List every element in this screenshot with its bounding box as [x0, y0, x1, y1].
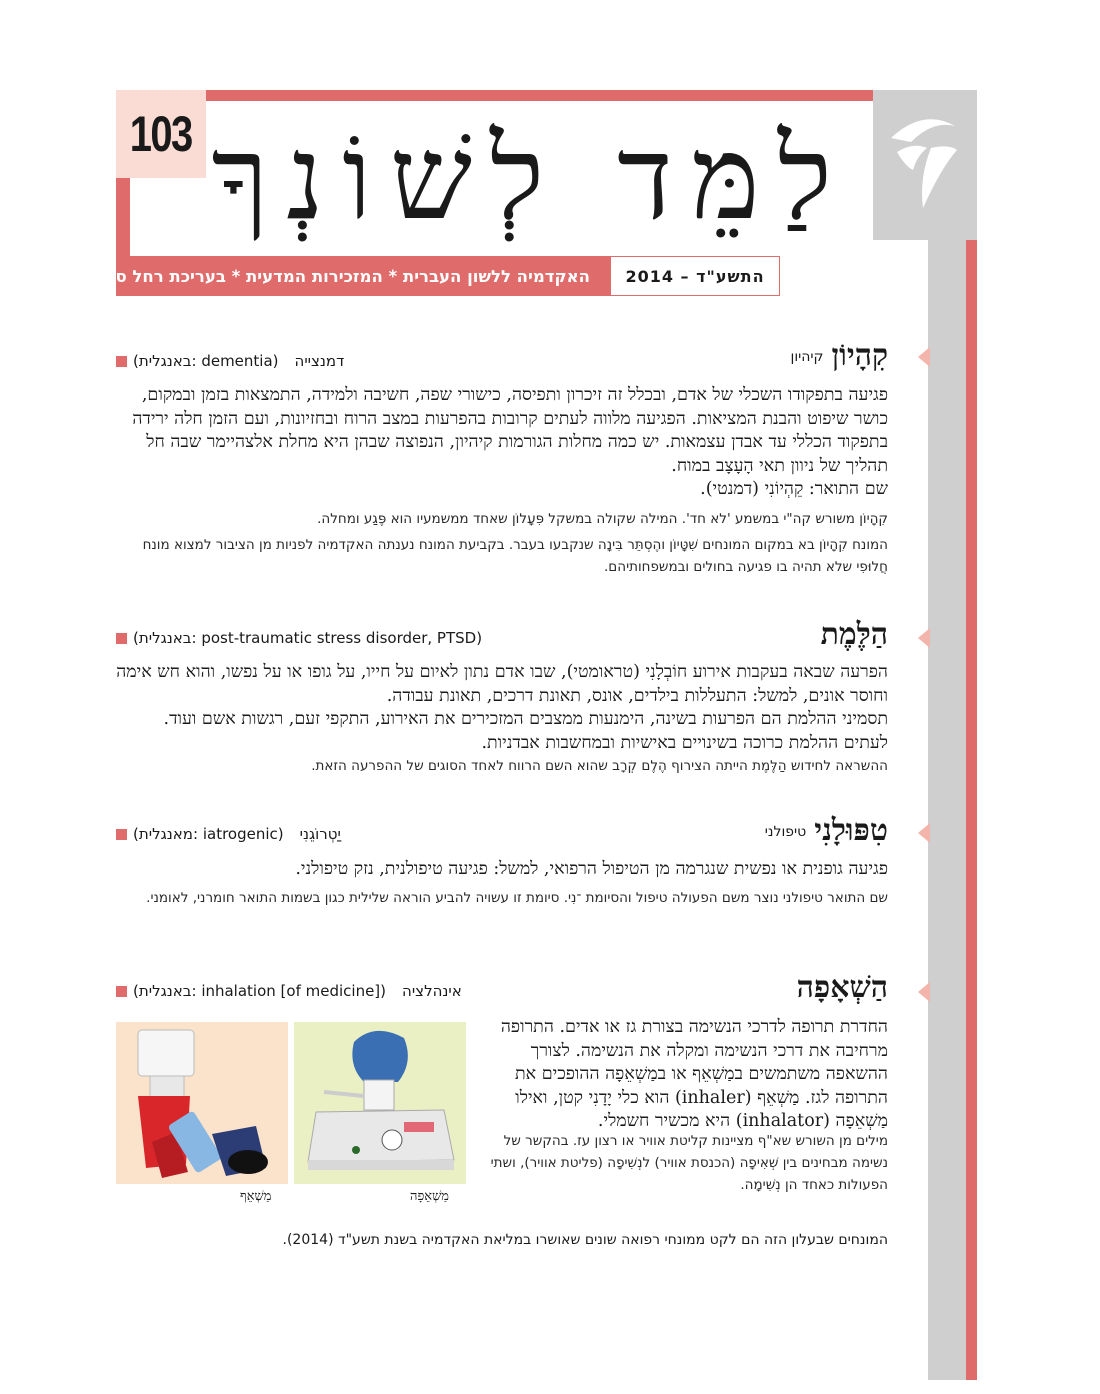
side-gray-bar: [928, 90, 966, 1380]
header-top-bar: [116, 90, 873, 101]
adjective-line: שם התואר: קֵהְיוֹנִי (דמנטי).: [700, 479, 888, 499]
headword: הַלֶּמֶת: [820, 617, 888, 652]
definition: הפרעה שבאה בעקבות אירוע חוֹבְלָנִי (טראומטי), שבו אדם נתון לאיום על חייו, על גופו או על נפשו, והוא חש אימה וחוסר אונים, למשל: התעללות בילדים, אונס, תאונת דרכים, תאונת עבודה.: [116, 662, 888, 706]
note: קִהָיוֹן משורש קה"י במשמע 'לא חד'. המילה שקולה במשקל פִּעָלוֹן שאחד ממשמעיו הוא פֶּגַע ומחלה.: [317, 511, 888, 527]
inhalator-image: [294, 1022, 466, 1184]
definition: החדרת תרופה לדרכי הנשימה בצורת גז או אדים. התרופה מרחיבה את דרכי הנשימה ומקלה את הנשימה. לצורך ההשאפה משתמשים במַשְׁאֵף או במַשְׁאֵפָה ההופכים את התרופה לגז. מַשְׁאֵף (inhaler) הוא כלי יָדָנִי קטן, ואילו מַשְׁאֵפָה (inhalator) היא מכשיר חשמלי.: [500, 1017, 888, 1131]
square-bullet: [116, 829, 127, 840]
english-term: (inhalation [of medicine] :באנגלית): [133, 982, 387, 1000]
entry-marker: [918, 347, 930, 367]
definition: פגיעה בתפקודו השכלי של אדם, ובכלל זה זיכרון ותפיסה, כישורי שפה, חשיבה ולמידה, התמצאות בזמן ובמקום, כושר שיפוט והבנת המציאות. הפגיעה מלווה לעתים קרובות בהפרעות במצב הרוח ובחזיונות, ועם הזמן חלה ירידה בתפקוד הכללי עד אבדן עצמאות. יש כמה מחלות הגורמות קיהיון, הנפוצה שבהן היא מחלת אלצהיימר שבה חל תהליך של ניוון תאי הָעָצָב במוח.: [132, 385, 888, 476]
headword: [765, 813, 888, 848]
english-equivalent: [116, 982, 462, 1000]
note: המונח קִהָיוֹן בא במקום המונחים שִׁטָּיוֹן והֶסְתֵּר בִּינָה שנקבעו בעבר. בקביעת המונח נענתה האקדמיה לפניות מן הציבור למצוא מונח חֲלוּפִי שלא תהיה בו פגיעה בחולים ובמשפחותיהם.: [142, 537, 888, 575]
transliteration: אינהלציה: [402, 982, 462, 1000]
side-red-bar: [966, 90, 977, 1380]
square-bullet: [116, 633, 127, 644]
caption-inhalator: מַשְׁאֵפָה: [410, 1189, 449, 1204]
english-equivalent: [116, 352, 344, 370]
year-label: התשע"ד – 2014: [610, 256, 780, 296]
note: ההשראה לחידוש הַלֶּמֶת הייתה הצירוף הֶלֶם קְרָב שהוא השם הרווח לאחד הסוגים של ההפרעה הזאת.: [311, 758, 888, 774]
note: שם התואר טיפולני נוצר משם הפעולה טיפול והסיומת ־נִי. סיומת זו עשויה להביע הוראה שלילית כגון בשמות התואר חומרני, לאומני.: [146, 890, 888, 906]
english-term: (post-traumatic stress disorder, PTSD :באנגלית): [133, 629, 483, 647]
entry-marker: [918, 628, 930, 648]
transliteration: יַטְרוֹגֵנִי: [299, 825, 341, 843]
headword-plain: טיפולני: [764, 824, 807, 840]
footnote: המונחים שבעלון הזה הם לקט ממונחי רפואה שונים שאושרו במליאת האקדמיה בשנת תשע"ד (2014).: [282, 1232, 888, 1248]
caption-inhaler: מַשְׁאֵף: [240, 1189, 272, 1204]
inhaler-image: [116, 1022, 288, 1184]
english-equivalent: [116, 825, 341, 843]
entry-marker: [918, 982, 930, 1002]
transliteration: דמנצייה: [294, 352, 345, 370]
academy-logo: [873, 90, 977, 240]
headword-text: טִפּוּלָנִי: [814, 813, 888, 848]
entry-marker: [918, 823, 930, 843]
masthead-title: לַמֵּד לְשׁוֹנְךָ: [211, 111, 850, 246]
headword-plain: קיהיון: [790, 349, 824, 365]
issue-number: 103: [130, 106, 192, 162]
note: מילים מן השורש שא"ף מציינות קליטת אוויר או רצון עז. בהקשר של נשימה מבחינים בין שְׁאִיפָה (הכנסת אוויר) לנְשִׁיפָה (פליטת אוויר), ושתי הפעולות כאחד הן נְשִׁימָה.: [490, 1133, 888, 1193]
square-bullet: [116, 356, 127, 367]
english-term: (iatrogenic :מאנגלית): [133, 825, 284, 843]
headword: [791, 338, 888, 373]
definition: פגיעה גופנית או נפשית שנגרמה מן הטיפול הרפואי, למשל: פגיעה טיפולנית, נזק טיפולני.: [295, 859, 888, 879]
english-equivalent: [116, 629, 482, 647]
issue-number-box: [116, 90, 206, 178]
headword: הַשְׁאָפָה: [796, 970, 888, 1005]
publisher-band: האקדמיה ללשון העברית * המזכירות המדעית * בעריכת רחל סליג: [116, 256, 610, 296]
headword-text: קִהָיוֹן: [831, 338, 888, 373]
square-bullet: [116, 986, 127, 997]
english-term: (dementia :באנגלית): [133, 352, 279, 370]
definition-symptoms: תסמיני ההלמת הם הפרעות בשינה, הימנעות ממצבים המזכירים את האירוע, התקפי זעם, רגשות אשם ועוד. לעתים ההלמת כרוכה בשינויים באישיות ובמחשבות אבדניות.: [163, 709, 888, 753]
